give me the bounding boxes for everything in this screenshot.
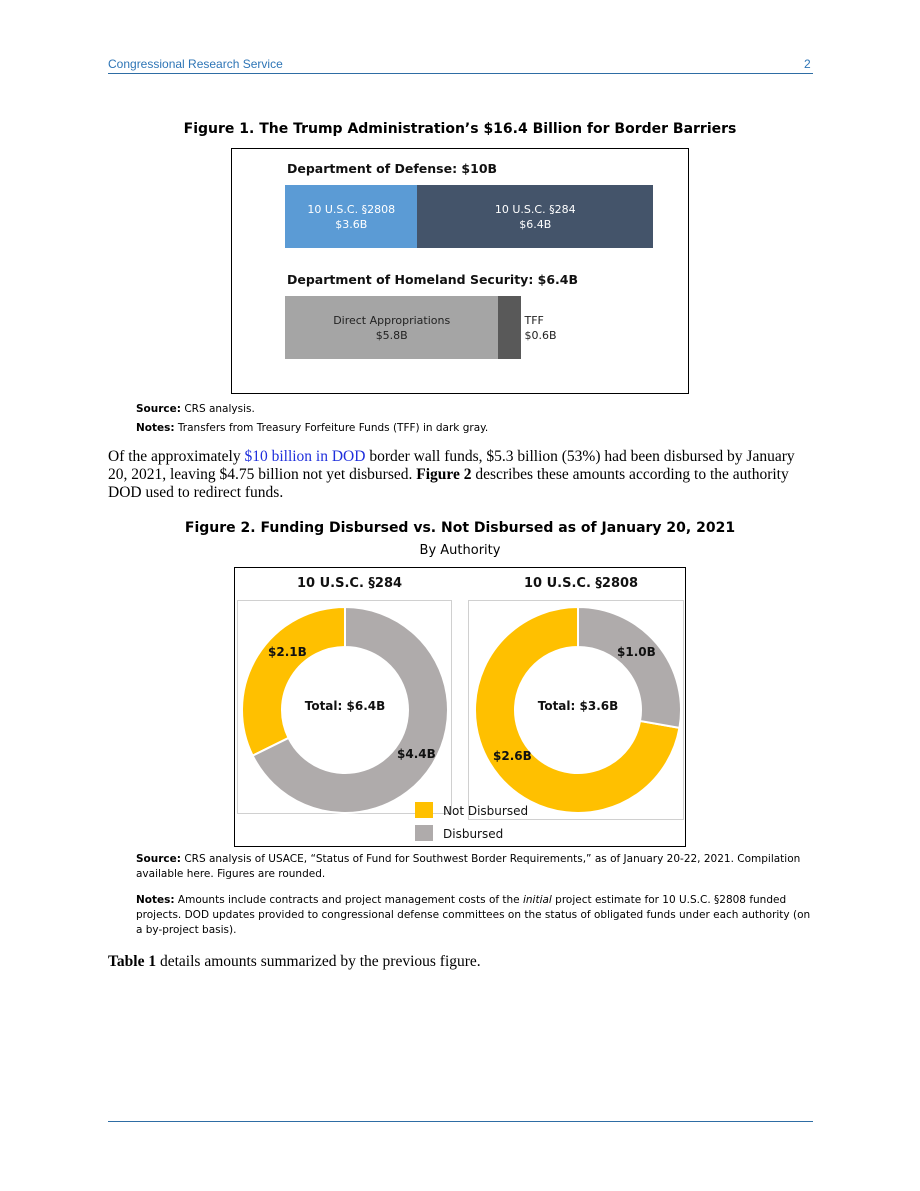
figure2-notes-label: Notes:	[136, 894, 175, 906]
donut-284-disbursed-label: $4.4B	[397, 747, 436, 761]
table1-reference: Table 1	[108, 953, 157, 970]
page-number: 2	[804, 57, 811, 71]
figure2-notes-italic: initial	[522, 894, 552, 906]
header-divider	[108, 73, 813, 74]
dod-segment-2808-value: $3.6B	[335, 217, 368, 231]
figure2-subtitle: By Authority	[419, 543, 501, 558]
footer-divider	[108, 1121, 813, 1122]
donut-284-center-label: Total: $6.4B	[304, 699, 386, 713]
dhs-segment-direct	[285, 296, 498, 359]
dhs-segment-tff	[498, 296, 520, 359]
paragraph-1-text-a: Of the approximately	[108, 448, 245, 465]
dod-segment-284-label: 10 U.S.C. §284	[494, 202, 576, 216]
dod-funds-link[interactable]: $10 billion in DOD	[244, 448, 366, 465]
figure1-source	[136, 402, 816, 417]
chart-284-title: 10 U.S.C. §284	[297, 576, 403, 591]
figure2-notes-text-a: Amounts include contracts and project management costs of the	[174, 894, 523, 906]
tff-label-value: $0.6B	[524, 329, 557, 342]
figure1-notes	[136, 421, 816, 436]
header-title: Congressional Research Service	[108, 57, 283, 71]
dhs-segment-direct-label: Direct Appropriations	[333, 313, 451, 327]
legend-label-not-disbursed: Not Disbursed	[443, 804, 529, 818]
dod-heading: Department of Defense: $10B	[287, 161, 498, 176]
paragraph-2	[108, 953, 814, 971]
chart-2808-title: 10 U.S.C. §2808	[524, 576, 639, 591]
paragraph-1-text-c: describes these amounts according to the authority DOD used to redirect funds.	[108, 466, 789, 501]
dod-segment-2808-label: 10 U.S.C. §2808	[307, 202, 396, 216]
donut-2808-center-label: Total: $3.6B	[537, 699, 619, 713]
donut-284-not-disbursed-label: $2.1B	[268, 645, 307, 659]
donut-slice-not-disbursed	[242, 607, 345, 756]
figure1-notes-text: Transfers from Treasury Forfeiture Funds (TFF) in dark gray.	[174, 422, 489, 434]
figure1-source-label: Source:	[136, 403, 181, 415]
tff-label-name: TFF	[524, 314, 544, 327]
figure2-notes-text-b: project estimate for 10 U.S.C. §2808 funded projects. DOD updates provided to congressional defense committees on the status of obligated funds under each authority (on a by-project basis).	[136, 894, 811, 936]
figure2-source-label: Source:	[136, 853, 181, 865]
paragraph-2-text: details amounts summarized by the previous figure.	[156, 953, 481, 970]
figure2-notes	[136, 893, 816, 938]
figure1-title: Figure 1. The Trump Administration’s $16.4 Billion for Border Barriers	[183, 121, 737, 137]
dod-segment-284	[417, 185, 653, 248]
legend-swatch-not-disbursed	[415, 802, 433, 818]
figure1-notes-label: Notes:	[136, 422, 175, 434]
tff-label	[525, 313, 557, 343]
dhs-segment-direct-value: $5.8B	[375, 328, 408, 342]
donut-2808-not-disbursed-label: $2.6B	[493, 749, 532, 763]
figure1-box	[231, 148, 689, 394]
figure2-box	[234, 567, 686, 847]
figure2-title: Figure 2. Funding Disbursed vs. Not Disbursed as of January 20, 2021	[184, 520, 736, 536]
figure2-source-text: CRS analysis of USACE, “Status of Fund for Southwest Border Requirements,” as of January 20-22, 2021. Compilation available here. Figures are rounded.	[136, 853, 801, 880]
figure1-source-text: CRS analysis.	[180, 403, 255, 415]
figure2-reference: Figure 2	[416, 466, 472, 483]
legend-swatch-disbursed	[415, 825, 433, 841]
legend-label-disbursed: Disbursed	[443, 827, 504, 841]
donut-2808-disbursed-label: $1.0B	[617, 645, 656, 659]
dod-segment-284-value: $6.4B	[519, 217, 552, 231]
paragraph-1	[108, 448, 814, 502]
figure2-source	[136, 852, 816, 882]
dhs-heading: Department of Homeland Security: $6.4B	[287, 272, 579, 287]
dod-segment-2808	[285, 185, 417, 248]
paragraph-1-text-b: border wall funds, $5.3 billion (53%) had been disbursed by January 20, 2021, leaving $4.75 billion not yet disbursed.	[108, 448, 795, 483]
